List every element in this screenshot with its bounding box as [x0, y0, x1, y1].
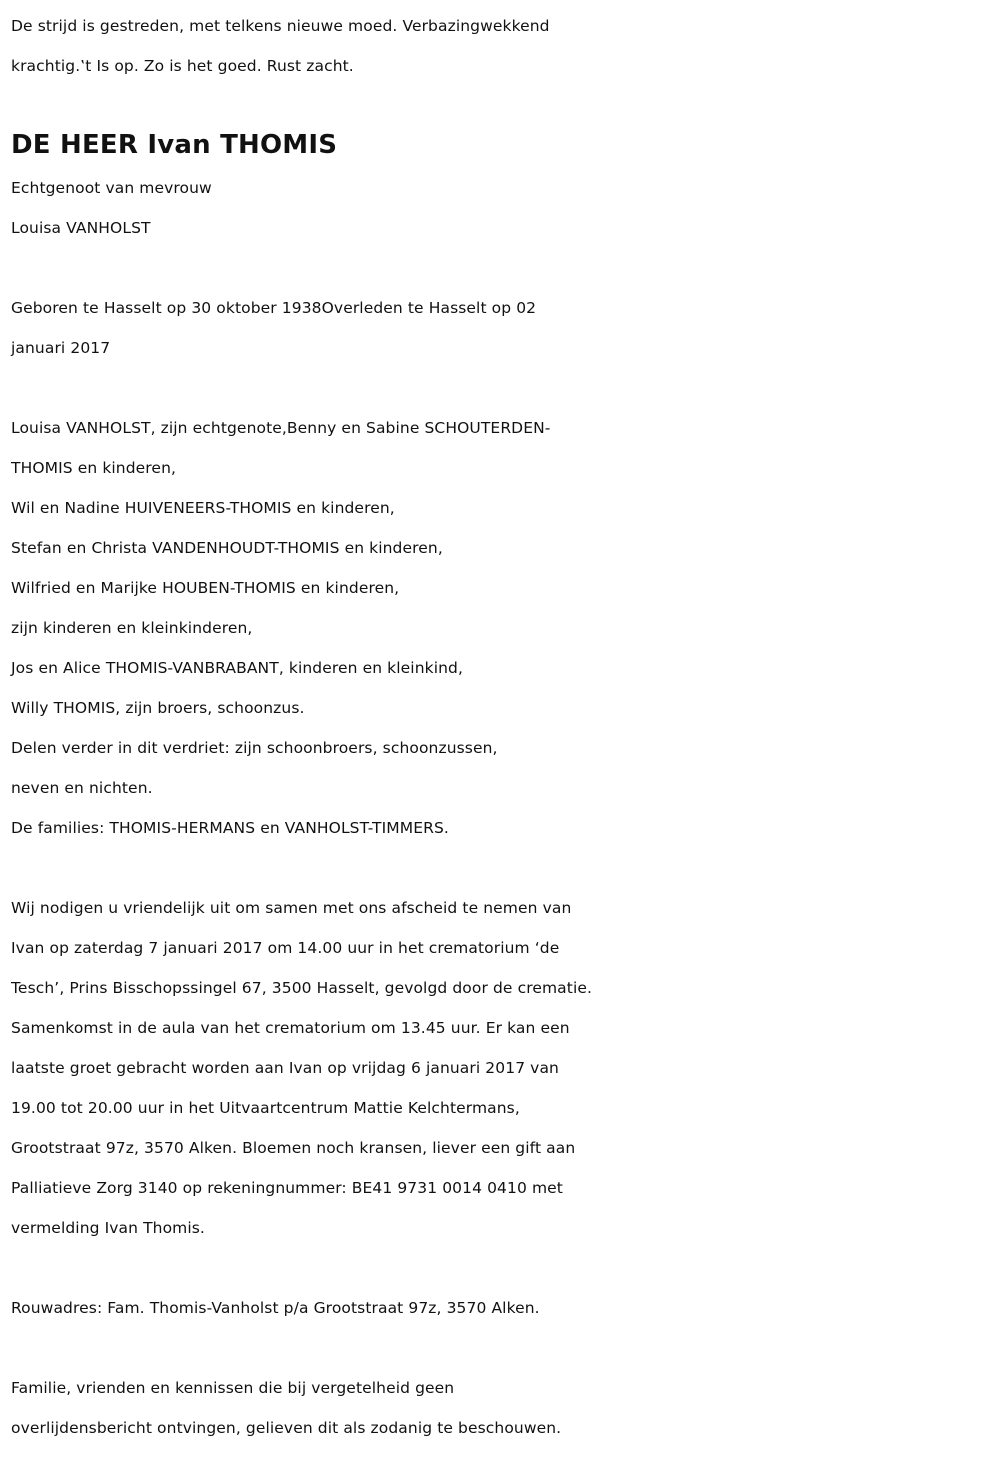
closing-line: Familie, vrienden en kennissen die bij vergetelheid geen	[11, 1379, 455, 1397]
spacer	[11, 368, 988, 408]
motto	[11, 6, 988, 86]
mourning-address: Rouwadres: Fam. Thomis-Vanholst p/a Grootstraat 97z, 3570 Alken.	[11, 1299, 540, 1317]
spacer	[11, 248, 988, 288]
invitation-line: Ivan op zaterdag 7 januari 2017 om 14.00 uur in het crematorium ‘de	[11, 939, 560, 957]
spouse-line: Echtgenoot van mevrouw	[11, 179, 212, 197]
invitation-line: vermelding Ivan Thomis.	[11, 1219, 205, 1237]
deceased-name: DE HEER Ivan THOMIS	[11, 130, 338, 160]
spacer	[11, 1328, 988, 1368]
closing-line: overlijdensbericht ontvingen, gelieven dit als zodanig te beschouwen.	[11, 1419, 562, 1437]
invitation-line: Wij nodigen u vriendelijk uit om samen met ons afscheid te nemen van	[11, 899, 572, 917]
life-dates	[11, 288, 988, 368]
spacer	[11, 848, 988, 888]
motto-line: krachtig.‛t Is op. Zo is het goed. Rust zacht.	[11, 57, 354, 75]
family-line: neven en nichten.	[11, 779, 153, 797]
invitation-line: Tesch’, Prins Bisschopssingel 67, 3500 Hasselt, gevolgd door de crematie.	[11, 979, 593, 997]
family-line: Wil en Nadine HUIVENEERS-THOMIS en kinderen,	[11, 499, 395, 517]
family-line: THOMIS en kinderen,	[11, 459, 177, 477]
invitation-line: 19.00 tot 20.00 uur in het Uitvaartcentrum Mattie Kelchtermans,	[11, 1099, 520, 1117]
family-list	[11, 408, 988, 848]
family-line: Jos en Alice THOMIS-VANBRABANT, kinderen en kleinkind,	[11, 659, 463, 677]
family-line: Stefan en Christa VANDENHOUDT-THOMIS en kinderen,	[11, 539, 443, 557]
family-line: Willy THOMIS, zijn broers, schoonzus.	[11, 699, 305, 717]
family-line: Louisa VANHOLST, zijn echtgenote,Benny en Sabine SCHOUTERDEN-	[11, 419, 551, 437]
invitation-text	[11, 888, 988, 1248]
invitation-line: laatste groet gebracht worden aan Ivan op vrijdag 6 januari 2017 van	[11, 1059, 559, 1077]
family-line: Wilfried en Marijke HOUBEN-THOMIS en kinderen,	[11, 579, 400, 597]
spacer	[11, 1248, 988, 1288]
family-line: zijn kinderen en kleinkinderen,	[11, 619, 253, 637]
invitation-line: Samenkomst in de aula van het crematorium om 13.45 uur. Er kan een	[11, 1019, 570, 1037]
spouse-info	[11, 168, 988, 248]
motto-line: De strijd is gestreden, met telkens nieuwe moed. Verbazingwekkend	[11, 17, 550, 35]
invitation-line: Grootstraat 97z, 3570 Alken. Bloemen noch kransen, liever een gift aan	[11, 1139, 576, 1157]
family-line: Delen verder in dit verdriet: zijn schoonbroers, schoonzussen,	[11, 739, 498, 757]
family-line: De families: THOMIS-HERMANS en VANHOLST-TIMMERS.	[11, 819, 449, 837]
closing-note	[11, 1368, 988, 1448]
invitation-line: Palliatieve Zorg 3140 op rekeningnummer: BE41 9731 0014 0410 met	[11, 1179, 563, 1197]
dates-line: Geboren te Hasselt op 30 oktober 1938Overleden te Hasselt op 02	[11, 299, 537, 317]
spouse-line: Louisa VANHOLST	[11, 219, 151, 237]
dates-line: januari 2017	[11, 339, 111, 357]
